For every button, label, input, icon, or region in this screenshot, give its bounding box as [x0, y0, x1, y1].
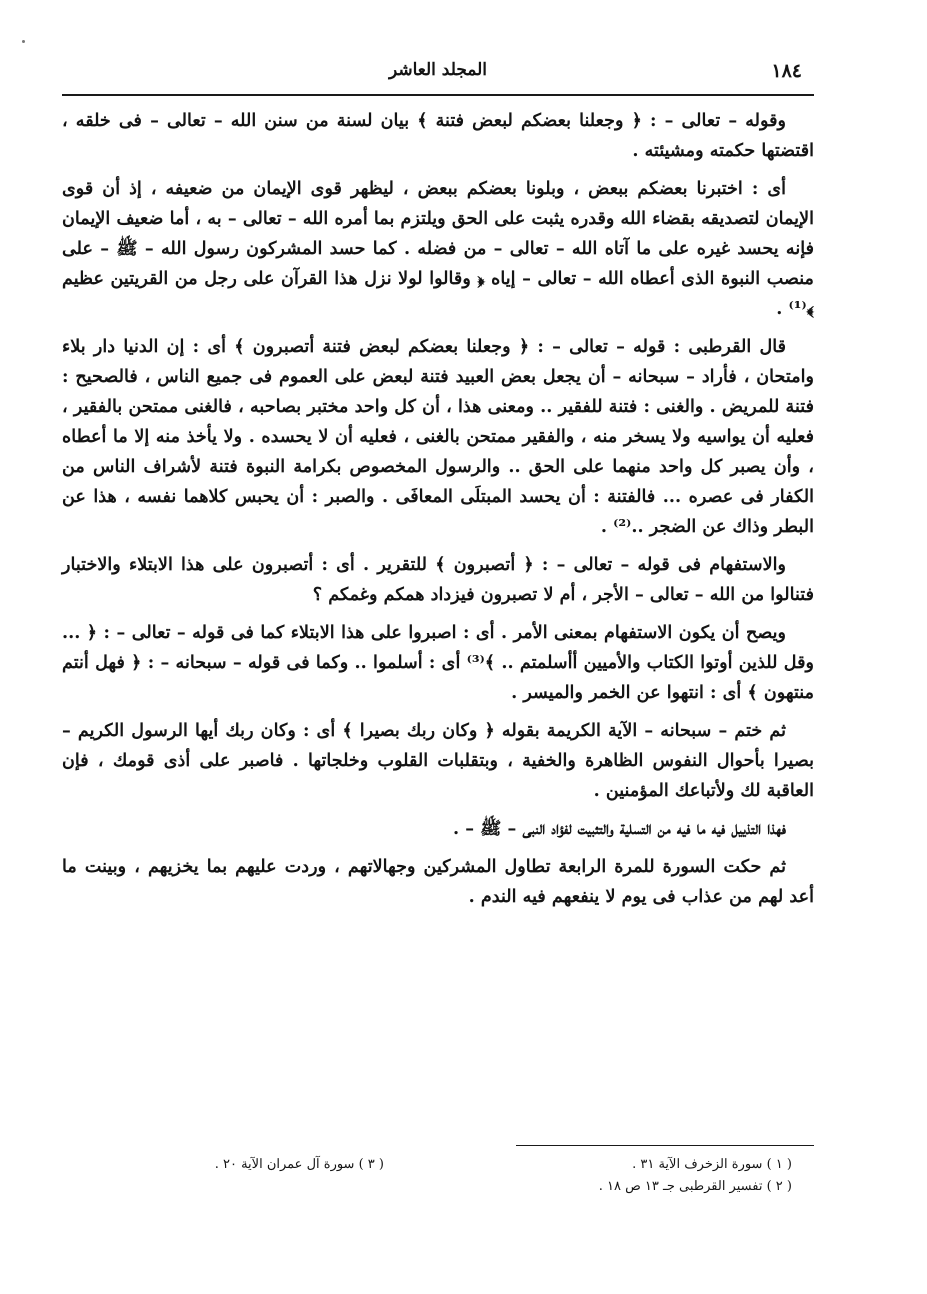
paragraph: وقوله – تعالى – : ﴿ وجعلنا بعضكم لبعض فتنة ﴾ بيان لسنة من سنن الله – تعالى – فى خلقه ، اقتضتها حكمته ومشيئته . — [62, 110, 814, 161]
running-title: المجلد العاشر — [388, 60, 488, 80]
footnote-divider — [516, 1145, 814, 1146]
book-page — [62, 48, 814, 1268]
paragraph: قال القرطبى : قوله – تعالى – : ﴿ وجعلنا بعضكم لبعض فتنة أتصبرون ﴾ أى : إن الدنيا دار بلاء وامتحان ، فأراد – سبحانه – أن يجعل بعض العبيد فتنة لبعض على العموم فى جميع الناس ، فالصحيح : فتنة للمريض . والغنى : فتنة للفقير .. ومعنى هذا ، أن كل واحد مختبر بصاحبه ، فالغنى ممتحن بالفقير ، فعليه أن يواسيه ولا يسخر منه ، والفقير ممتحن بالغنى ، فعليه أن لا يحسده . ولا يأخذ منه إلا ما أعطاه ، وأن يصبر كل واحد منهما على الحق .. والرسول المخصوص بكرامة النبوة فتنة لأشراف الناس من الكفار فى عصره ... فالفتنة : أن يحسد المبتلَى المعافَى . والصبر : أن يحبس كلاهما نفسه ، هذا عن البطر وذاك عن الضجر ..⁽²⁾ . — [62, 336, 814, 537]
paragraph: ثم ختم – سبحانه – الآية الكريمة بقوله ﴿ وكان ربك بصيرا ﴾ أى : وكان ربك أيها الرسول الكريم – بصيرا بأحوال النفوس الظاهرة والخفية ، وبتقلبات القلوب وخلجاتها . فاصبر على أذى قومك ، فإن العاقبة لك ولأتباعك المؤمنين . — [62, 720, 814, 801]
paragraph: والاستفهام فى قوله – تعالى – : ﴿ أتصبرون ﴾ للتقرير . أى : أتصبرون على هذا الابتلاء والاختبار فتنالوا من الله – تعالى – الأجر ، أم لا تصبرون فيزداد همكم وغمكم ؟ — [62, 554, 814, 605]
paragraph: أى : اختبرنا بعضكم ببعض ، وبلونا بعضكم ببعض ، ليظهر قوى الإيمان من ضعيفه ، إذ أن قوى الإيمان لتصديقه بقضاء الله وقدره يثبت على الحق ويلتزم بما أمره الله – تعالى – به ، أما ضعيف الإيمان فإنه يحسد غيره على ما آتاه الله – تعالى – من فضله . كما حسد المشركون رسول الله – ﷺ – على منصب النبوة الذى أعطاه الله – تعالى – إياه ﴿ وقالوا لولا نزل هذا القرآن على رجل من القريتين عظيم ﴾⁽¹⁾ . — [62, 178, 814, 319]
paragraph: ثم حكت السورة للمرة الرابعة تطاول المشركين وجهالاتهم ، وردت عليهم بما يخزيهم ، وبينت ما أعد لهم من عذاب فى يوم لا ينفعهم فيه الندم . — [62, 856, 814, 907]
page-header — [62, 48, 814, 96]
paragraph: ويصح أن يكون الاستفهام بمعنى الأمر . أى : اصبروا على هذا الابتلاء كما فى قوله – تعالى – : ﴿ ... وقل للذين أوتوا الكتاب والأميين أأسلمتم .. ﴾⁽³⁾ أى : أسلموا .. وكما فى قوله – سبحانه – : ﴿ فهل أنتم منتهون ﴾ أى : انتهوا عن الخمر والميسر . — [62, 622, 814, 703]
footnote: ( ٣ ) سورة آل عمران الآية ٢٠ . — [214, 1157, 384, 1172]
footnotes-right-column — [599, 1154, 792, 1198]
footnotes-left-column — [215, 1154, 384, 1176]
footnote: ( ٢ ) تفسير القرطبى جـ ١٣ ص ١٨ . — [598, 1179, 792, 1194]
margin-speck — [22, 40, 25, 43]
body-text — [62, 106, 814, 912]
paragraph: فهذا التذييل فيه ما فيه من التسلية والتثبيت لفؤاد النبى – ﷺ – . — [452, 818, 786, 839]
footnote: ( ١ ) سورة الزخرف الآية ٣١ . — [632, 1157, 792, 1172]
page-number: ١٨٤ — [771, 60, 802, 82]
